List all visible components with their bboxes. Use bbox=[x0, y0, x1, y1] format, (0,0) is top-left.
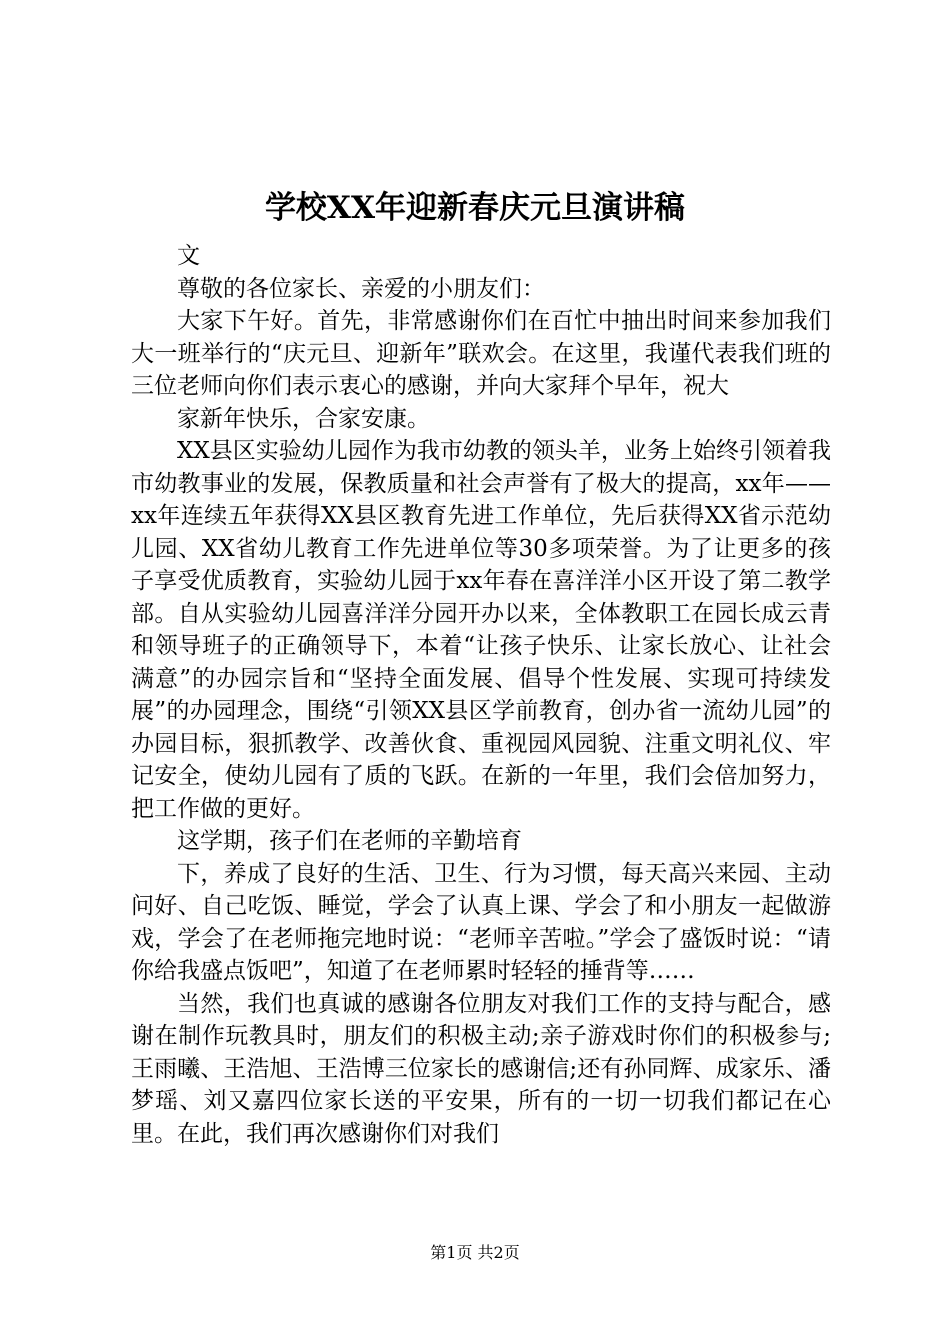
paragraph-thanks: 当然，我们也真诚的感谢各位朋友对我们工作的支持与配合，感谢在制作玩教具时，朋友们的积极主动;亲子游戏时你们的积极参与;王雨曦、王浩旭、王浩博三位家长的感谢信;还有孙同辉、成家乐、潘梦瑶、刘又嘉四位家长送的平安果，所有的一切一切我们都记在心里。在此，我们再次感谢你们对我们 bbox=[131, 990, 831, 1147]
paragraph-greeting: 大家下午好。首先，非常感谢你们在百忙中抽出时间来参加我们大一班举行的“庆元旦、迎新年”联欢会。在这里，我谨代表我们班的三位老师向你们表示衷心的感谢，并向大家拜个早年，祝大 bbox=[131, 308, 831, 399]
paragraph-salutation: 尊敬的各位家长、亲爱的小朋友们： bbox=[177, 275, 545, 302]
paragraph-kindergarten-intro: XX县区实验幼儿园作为我市幼教的领头羊，业务上始终引领着我市幼教事业的发展，保教质量和社会声誉有了极大的提高，xx年——xx年连续五年获得XX县区教育先进工作单位，先后获得XX省示范幼儿园、XX省幼儿教育工作先进单位等30多项荣誉。为了让更多的孩子享受优质教育，实验幼儿园于xx年春在喜洋洋小区开设了第二教学部。自从实验幼儿园喜洋洋分园开办以来，全体教职工在园长成云青和领导班子的正确领导下，本着“让孩子快乐、让家长放心、让社会满意”的办园宗旨和“坚持全面发展、倡导个性发展、实现可持续发展”的办园理念，围绕“引领XX县区学前教育，创办省一流幼儿园”的办园目标，狠抓教学、改善伙食、重视园风园貌、注重文明礼仪、牢记安全，使幼儿园有了质的飞跃。在新的一年里，我们会倍加努力，把工作做的更好。 bbox=[131, 438, 831, 822]
document-body bbox=[131, 240, 831, 1150]
paragraph-wishes: 家新年快乐，合家安康。 bbox=[177, 405, 430, 432]
page-indicator: 第1页 共2页 bbox=[430, 1243, 520, 1262]
paragraph-author: 文 bbox=[177, 243, 200, 269]
paragraph-semester: 这学期，孩子们在老师的辛勤培育 bbox=[177, 828, 522, 854]
document-title: 学校XX年迎新春庆元旦演讲稿 bbox=[264, 190, 686, 226]
paragraph-habits: 下，养成了良好的生活、卫生、行为习惯，每天高兴来园、主动问好、自己吃饭、睡觉，学会了认真上课、学会了和小朋友一起做游戏，学会了在老师拖完地时说：“老师辛苦啦。”学会了盛饭时说：“请你给我盛点饭吧”，知道了在老师累时轻轻的捶背等…… bbox=[131, 860, 831, 984]
